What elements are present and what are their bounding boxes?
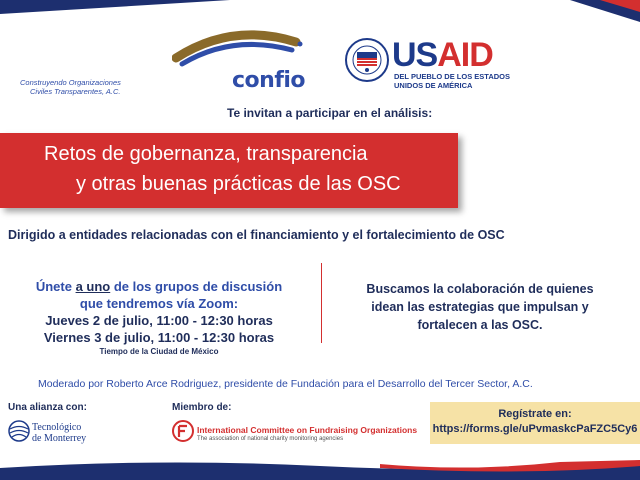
confio-tagline: Civiles Transparentes, A.C. [30,87,121,96]
column-divider [321,263,322,343]
session-date: Viernes 3 de julio, 11:00 - 12:30 horas [43,330,275,345]
register-link[interactable]: https://forms.gle/uPvmaskcPaFZC5Cy6 [432,423,638,435]
confio-tagline: Construyendo Organizaciones [20,78,121,87]
tec-monterrey-logo-text: Tecnológico [32,422,82,433]
member-label: Miembro de: [172,402,232,413]
collaboration-line: fortalecen a las OSC. [417,318,543,332]
register-box [430,402,640,444]
title-line: Retos de gobernanza, transparencia [44,143,368,165]
collaboration-line: idean las estrategias que impulsan y [371,300,589,314]
collaboration-line: Buscamos la colaboración de quienes [366,282,594,296]
tec-monterrey-logo-text: de Monterrey [32,433,87,444]
tec-monterrey-globe-icon [8,420,30,442]
usaid-seal-icon [345,38,389,82]
join-heading: que tendremos vía Zoom: [79,296,239,311]
usaid-tagline: DEL PUEBLO DE LOS ESTADOS [394,72,510,81]
timezone-note: Tiempo de la Ciudad de México [99,347,219,356]
icfo-logo-icon [172,420,194,442]
usaid-tagline: UNIDOS DE AMÉRICA [394,81,473,90]
register-label: Regístrate en: [498,408,572,420]
alliance-label: Una alianza con: [8,402,87,413]
audience-text: Dirigido a entidades relacionadas con el financiamiento y el fortalecimiento de OSC [8,228,505,242]
invitation-text: Te invitan a participar en el análisis: [227,106,433,120]
session-date: Jueves 2 de julio, 11:00 - 12:30 horas [45,313,273,328]
title-banner [0,133,458,208]
discussion-groups-info [0,278,318,357]
collaboration-text [340,280,620,334]
confio-logo [172,28,312,98]
title-line: y otras buenas prácticas de las OSC [76,173,401,195]
join-heading: Únete a uno de los grupos de discusión [35,279,283,294]
icfo-name: International Committee on Fundraising Organizations [197,425,418,435]
bottom-decorative-band [0,458,640,480]
corner-decoration-top-left [0,0,230,14]
confio-wordmark: confio [232,68,306,93]
icfo-tagline: The association of national charity monitoring agencies [197,436,344,442]
moderator-text: Moderado por Roberto Arce Rodriguez, presidente de Fundación para el Desarrollo del Tercer Sector, A.C. [38,378,533,390]
corner-accent-top-right [600,0,640,12]
usaid-wordmark: USAID [392,36,493,74]
